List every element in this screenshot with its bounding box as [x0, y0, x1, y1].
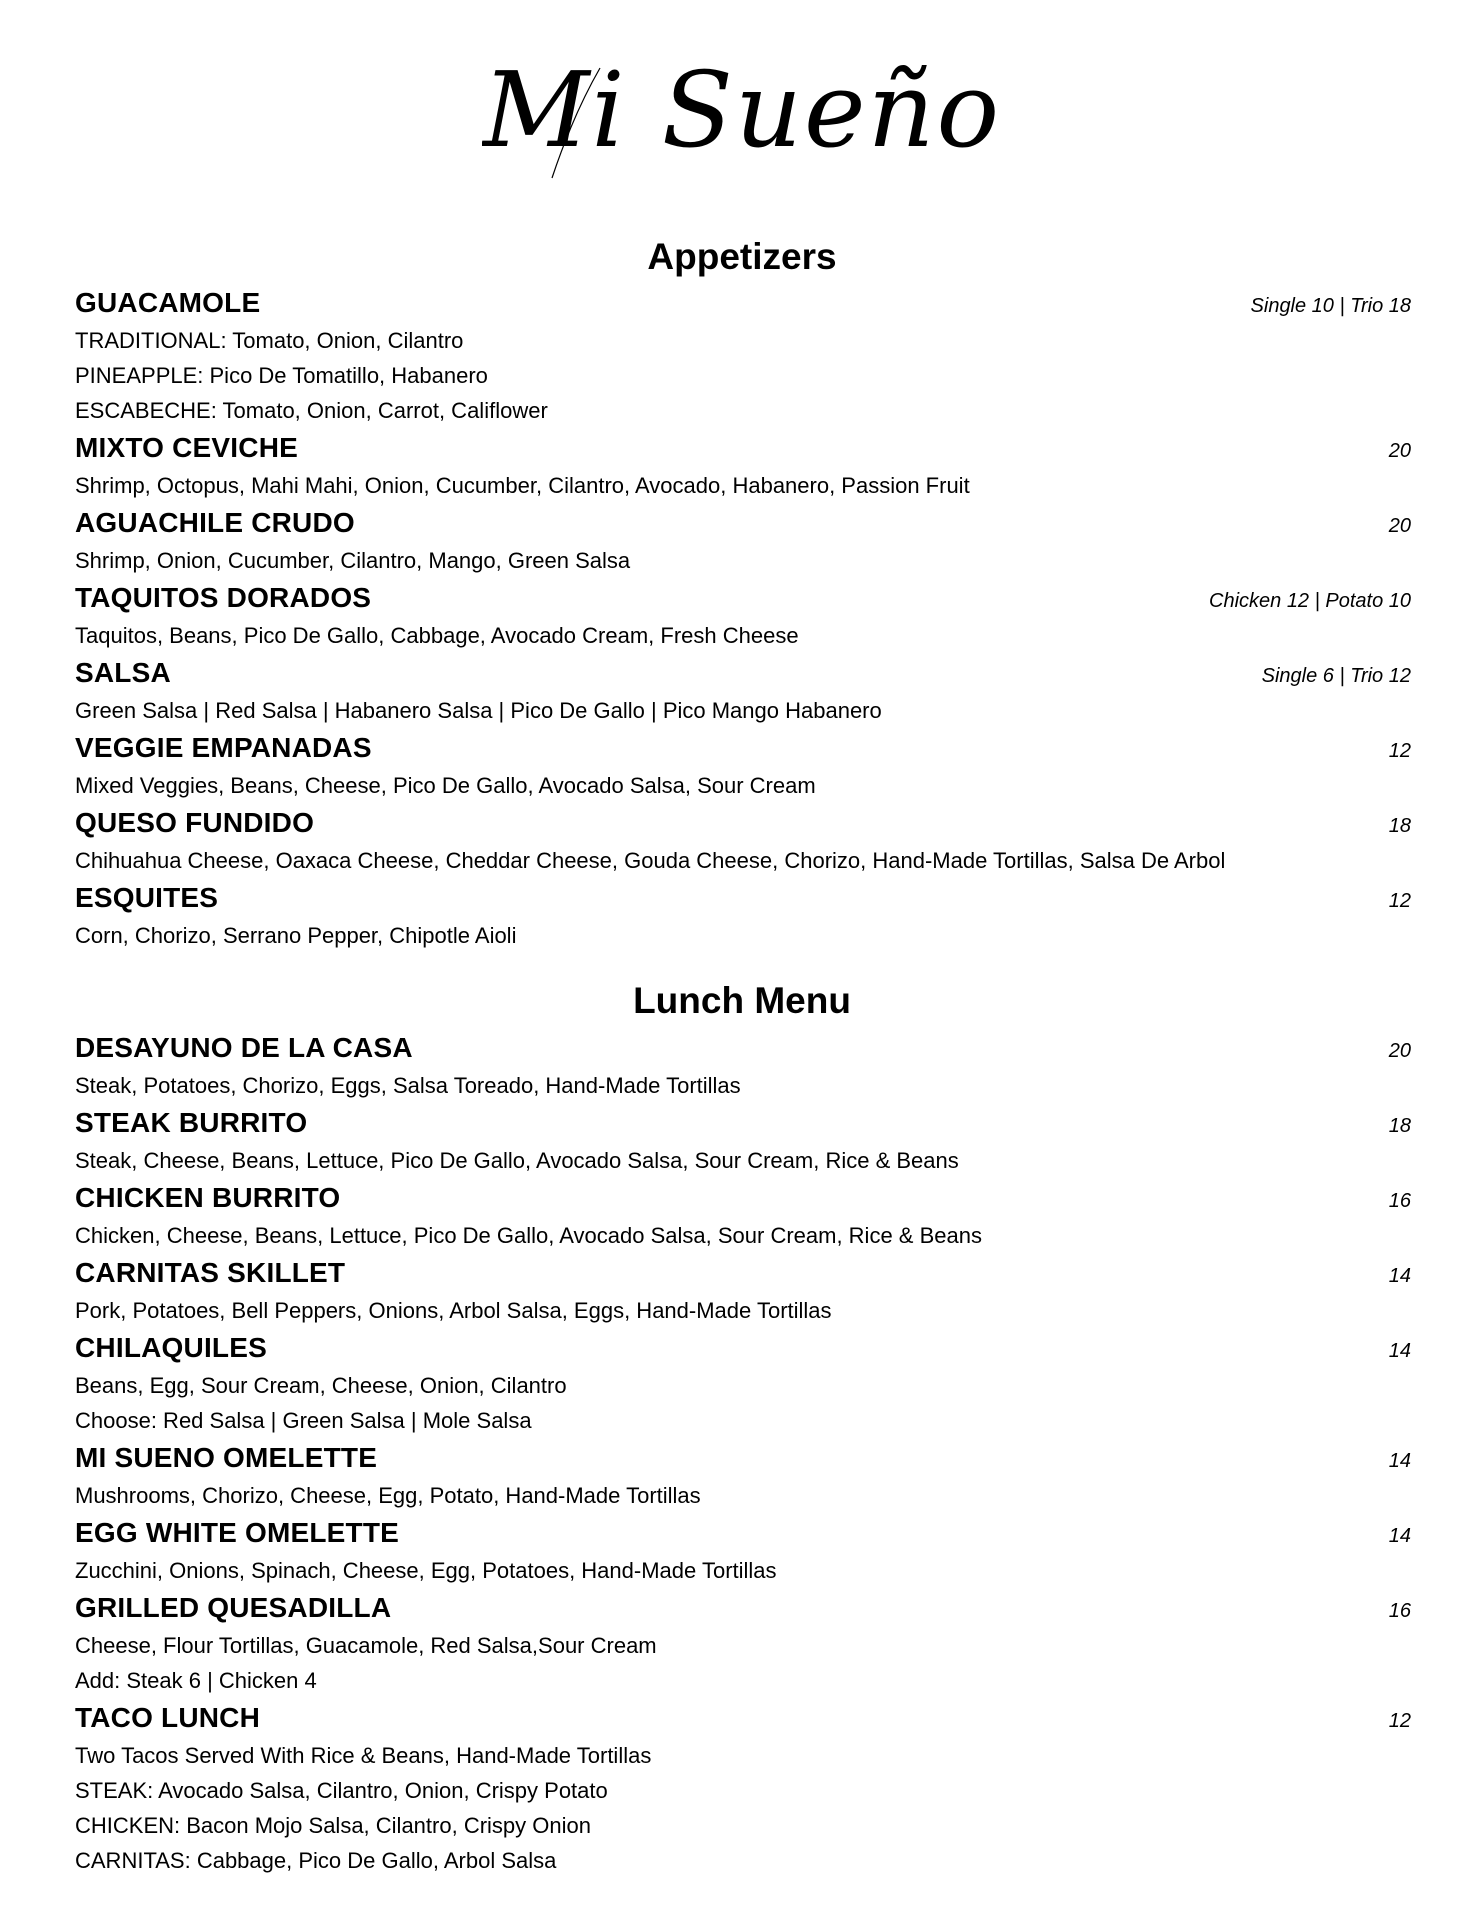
menu-item	[75, 428, 1411, 503]
item-description: ESCABECHE: Tomato, Onion, Carrot, Califlower	[75, 398, 548, 423]
item-description: CARNITAS: Cabbage, Pico De Gallo, Arbol Salsa	[75, 1848, 557, 1873]
appetizers-list	[75, 283, 1411, 953]
item-name: MI SUENO OMELETTE	[75, 1442, 378, 1473]
item-description: CHICKEN: Bacon Mojo Salsa, Cilantro, Crispy Onion	[75, 1813, 591, 1838]
item-description: Shrimp, Octopus, Mahi Mahi, Onion, Cucumber, Cilantro, Avocado, Habanero, Passion Fruit	[75, 473, 970, 498]
item-header	[75, 283, 1411, 323]
item-header	[75, 1588, 1411, 1628]
item-description: Shrimp, Onion, Cucumber, Cilantro, Mango, Green Salsa	[75, 548, 631, 573]
item-price: 12	[1388, 1710, 1411, 1732]
item-price: Single 10 | Trio 18	[1250, 295, 1411, 317]
item-name: GRILLED QUESADILLA	[75, 1592, 392, 1623]
item-header	[75, 428, 1411, 468]
item-header	[75, 878, 1411, 918]
menu-item	[75, 653, 1411, 728]
item-header	[75, 1103, 1411, 1143]
item-price: 16	[1388, 1600, 1411, 1622]
item-description: Beans, Egg, Sour Cream, Cheese, Onion, Cilantro	[75, 1373, 567, 1398]
item-name: CHILAQUILES	[75, 1332, 267, 1363]
item-price: 14	[1388, 1340, 1411, 1362]
item-description: Steak, Cheese, Beans, Lettuce, Pico De Gallo, Avocado Salsa, Sour Cream, Rice & Beans	[75, 1148, 959, 1173]
item-description: Two Tacos Served With Rice & Beans, Hand-Made Tortillas	[75, 1743, 652, 1768]
item-price: 12	[1388, 740, 1411, 762]
restaurant-name: Mi Sueño	[482, 49, 1002, 171]
menu-item	[75, 1028, 1411, 1103]
item-name: AGUACHILE CRUDO	[75, 507, 355, 538]
item-price: 20	[1388, 515, 1411, 537]
item-description: Mixed Veggies, Beans, Cheese, Pico De Gallo, Avocado Salsa, Sour Cream	[75, 773, 816, 798]
menu-item	[75, 878, 1411, 953]
item-description: STEAK: Avocado Salsa, Cilantro, Onion, Crispy Potato	[75, 1778, 608, 1803]
item-price: 18	[1388, 1115, 1411, 1137]
item-price: 14	[1388, 1450, 1411, 1472]
menu-item	[75, 283, 1411, 428]
item-name: GUACAMOLE	[75, 287, 261, 318]
item-header	[75, 1438, 1411, 1478]
menu-item	[75, 503, 1411, 578]
menu-item	[75, 1513, 1411, 1588]
menu-item	[75, 803, 1411, 878]
menu-item	[75, 578, 1411, 653]
item-name: MIXTO CEVICHE	[75, 432, 299, 463]
item-header	[75, 1698, 1411, 1738]
menu-item	[75, 1178, 1411, 1253]
item-name: SALSA	[75, 657, 171, 688]
item-name: ESQUITES	[75, 882, 219, 913]
item-price: Single 6 | Trio 12	[1261, 665, 1411, 687]
item-description: Chicken, Cheese, Beans, Lettuce, Pico De Gallo, Avocado Salsa, Sour Cream, Rice & Beans	[75, 1223, 982, 1248]
item-header	[75, 1253, 1411, 1293]
item-price: 14	[1388, 1265, 1411, 1287]
item-description: Taquitos, Beans, Pico De Gallo, Cabbage, Avocado Cream, Fresh Cheese	[75, 623, 799, 648]
item-name: CHICKEN BURRITO	[75, 1182, 341, 1213]
item-description: Corn, Chorizo, Serrano Pepper, Chipotle Aioli	[75, 923, 517, 948]
item-description: Steak, Potatoes, Chorizo, Eggs, Salsa Toreado, Hand-Made Tortillas	[75, 1073, 741, 1098]
item-description: Cheese, Flour Tortillas, Guacamole, Red Salsa,Sour Cream	[75, 1633, 657, 1658]
menu-item	[75, 1588, 1411, 1698]
logo-script	[482, 28, 1002, 198]
item-header	[75, 1178, 1411, 1218]
item-price: 20	[1388, 1040, 1411, 1062]
item-description: Mushrooms, Chorizo, Cheese, Egg, Potato, Hand-Made Tortillas	[75, 1483, 701, 1508]
item-description: Pork, Potatoes, Bell Peppers, Onions, Arbol Salsa, Eggs, Hand-Made Tortillas	[75, 1298, 832, 1323]
item-name: EGG WHITE OMELETTE	[75, 1517, 400, 1548]
item-description: Zucchini, Onions, Spinach, Cheese, Egg, Potatoes, Hand-Made Tortillas	[75, 1558, 777, 1583]
item-name: TACO LUNCH	[75, 1702, 261, 1733]
item-name: VEGGIE EMPANADAS	[75, 732, 372, 763]
item-name: DESAYUNO DE LA CASA	[75, 1032, 413, 1063]
item-header	[75, 1028, 1411, 1068]
restaurant-logo	[0, 28, 1484, 198]
item-price: 12	[1388, 890, 1411, 912]
item-price: 20	[1388, 440, 1411, 462]
menu-item	[75, 728, 1411, 803]
item-name: CARNITAS SKILLET	[75, 1257, 346, 1288]
lunch-menu-title: Lunch Menu	[633, 980, 851, 1021]
item-description: TRADITIONAL: Tomato, Onion, Cilantro	[75, 328, 464, 353]
item-header	[75, 803, 1411, 843]
item-header	[75, 1328, 1411, 1368]
item-description: PINEAPPLE: Pico De Tomatillo, Habanero	[75, 363, 488, 388]
menu-item	[75, 1328, 1411, 1438]
item-price: 14	[1388, 1525, 1411, 1547]
item-name: TAQUITOS DORADOS	[75, 582, 372, 613]
item-description: Add: Steak 6 | Chicken 4	[75, 1668, 317, 1693]
item-price: Chicken 12 | Potato 10	[1209, 590, 1411, 612]
item-header	[75, 1513, 1411, 1553]
item-description: Choose: Red Salsa | Green Salsa | Mole Salsa	[75, 1408, 532, 1433]
item-header	[75, 503, 1411, 543]
menu-item	[75, 1253, 1411, 1328]
item-name: STEAK BURRITO	[75, 1107, 308, 1138]
item-price: 18	[1388, 815, 1411, 837]
menu-item	[75, 1438, 1411, 1513]
item-header	[75, 728, 1411, 768]
item-header	[75, 578, 1411, 618]
item-description: Chihuahua Cheese, Oaxaca Cheese, Cheddar Cheese, Gouda Cheese, Chorizo, Hand-Made Tortillas, Salsa De Arbol	[75, 848, 1226, 873]
item-header	[75, 653, 1411, 693]
item-description: Green Salsa | Red Salsa | Habanero Salsa | Pico De Gallo | Pico Mango Habanero	[75, 698, 882, 723]
lunch-list	[75, 1028, 1411, 1878]
menu-item	[75, 1698, 1411, 1878]
appetizers-title: Appetizers	[647, 236, 837, 277]
item-price: 16	[1388, 1190, 1411, 1212]
menu-item	[75, 1103, 1411, 1178]
item-name: QUESO FUNDIDO	[75, 807, 315, 838]
